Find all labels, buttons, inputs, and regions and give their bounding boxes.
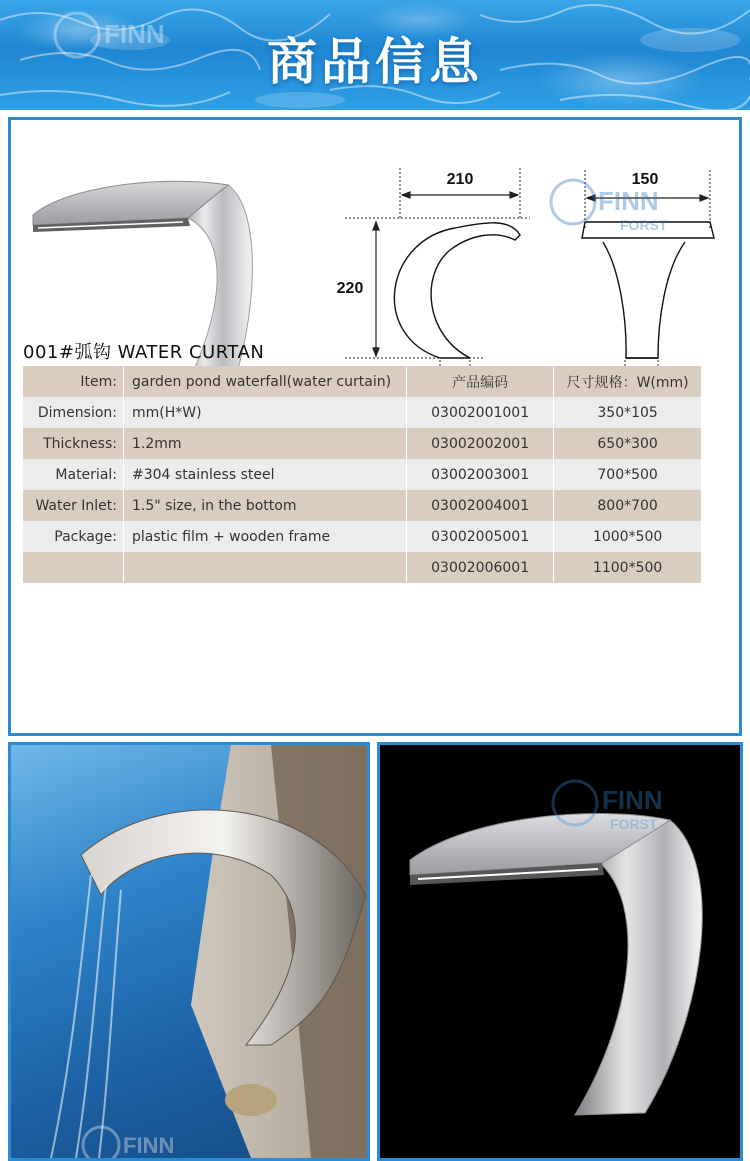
row-value: 1.2mm: [124, 428, 407, 459]
svg-text:FINN: FINN: [598, 186, 659, 216]
header-code: 产品编码: [407, 366, 554, 397]
row-code: 03002002001: [407, 428, 554, 459]
table-row: [23, 521, 701, 552]
row-code: 03002001001: [407, 397, 554, 428]
row-value: plastic film + wooden frame: [124, 521, 407, 552]
row-code: 03002003001: [407, 459, 554, 490]
row-label: [23, 552, 124, 583]
product-caption: 001#弧钩 WATER CURTAN: [23, 342, 265, 363]
row-size: 1100*500: [554, 552, 701, 583]
dim-side-width: 210: [446, 171, 474, 188]
row-label: Material:: [23, 459, 124, 490]
table-header-row: [23, 366, 701, 397]
header-banner: [0, 0, 750, 110]
row-value: mm(H*W): [124, 397, 407, 428]
install-photo: [8, 742, 370, 1161]
pool-scene: [11, 745, 367, 1158]
row-size: 650*300: [554, 428, 701, 459]
table-row: [23, 397, 701, 428]
row-code: 03002005001: [407, 521, 554, 552]
header-size: 尺寸规格：W(mm): [554, 366, 701, 397]
table-row: [23, 428, 701, 459]
table-row: [23, 490, 701, 521]
svg-text:FINN: FINN: [123, 1133, 175, 1158]
row-label: Water Inlet:: [23, 490, 124, 521]
row-value: [124, 552, 407, 583]
header-value: garden pond waterfall(water curtain): [124, 366, 407, 397]
svg-text:FORST: FORST: [610, 816, 658, 832]
page-title: 商品信息: [267, 33, 483, 91]
header-label: Item:: [23, 366, 124, 397]
row-size: 1000*500: [554, 521, 701, 552]
product-photo-black: [377, 742, 743, 1161]
row-size: 800*700: [554, 490, 701, 521]
dim-front-width: 150: [631, 171, 659, 188]
svg-text:FINN: FINN: [602, 785, 663, 815]
table-row: [23, 459, 701, 490]
row-size: 700*500: [554, 459, 701, 490]
finn-forst-watermark: [81, 1123, 231, 1161]
row-label: Thickness:: [23, 428, 124, 459]
finn-forst-watermark: [551, 180, 668, 233]
svg-text:FORST: FORST: [620, 217, 668, 233]
row-label: Package:: [23, 521, 124, 552]
dim-side-height: 220: [336, 280, 364, 297]
row-value: 1.5" size, in the bottom: [124, 490, 407, 521]
row-code: 03002006001: [407, 552, 554, 583]
svg-text:FINN: FINN: [104, 19, 165, 49]
row-size: 350*105: [554, 397, 701, 428]
row-code: 03002004001: [407, 490, 554, 521]
table-row: [23, 552, 701, 583]
row-value: #304 stainless steel: [124, 459, 407, 490]
product-render-large: [380, 745, 740, 1158]
row-label: Dimension:: [23, 397, 124, 428]
spec-table: [23, 366, 701, 583]
